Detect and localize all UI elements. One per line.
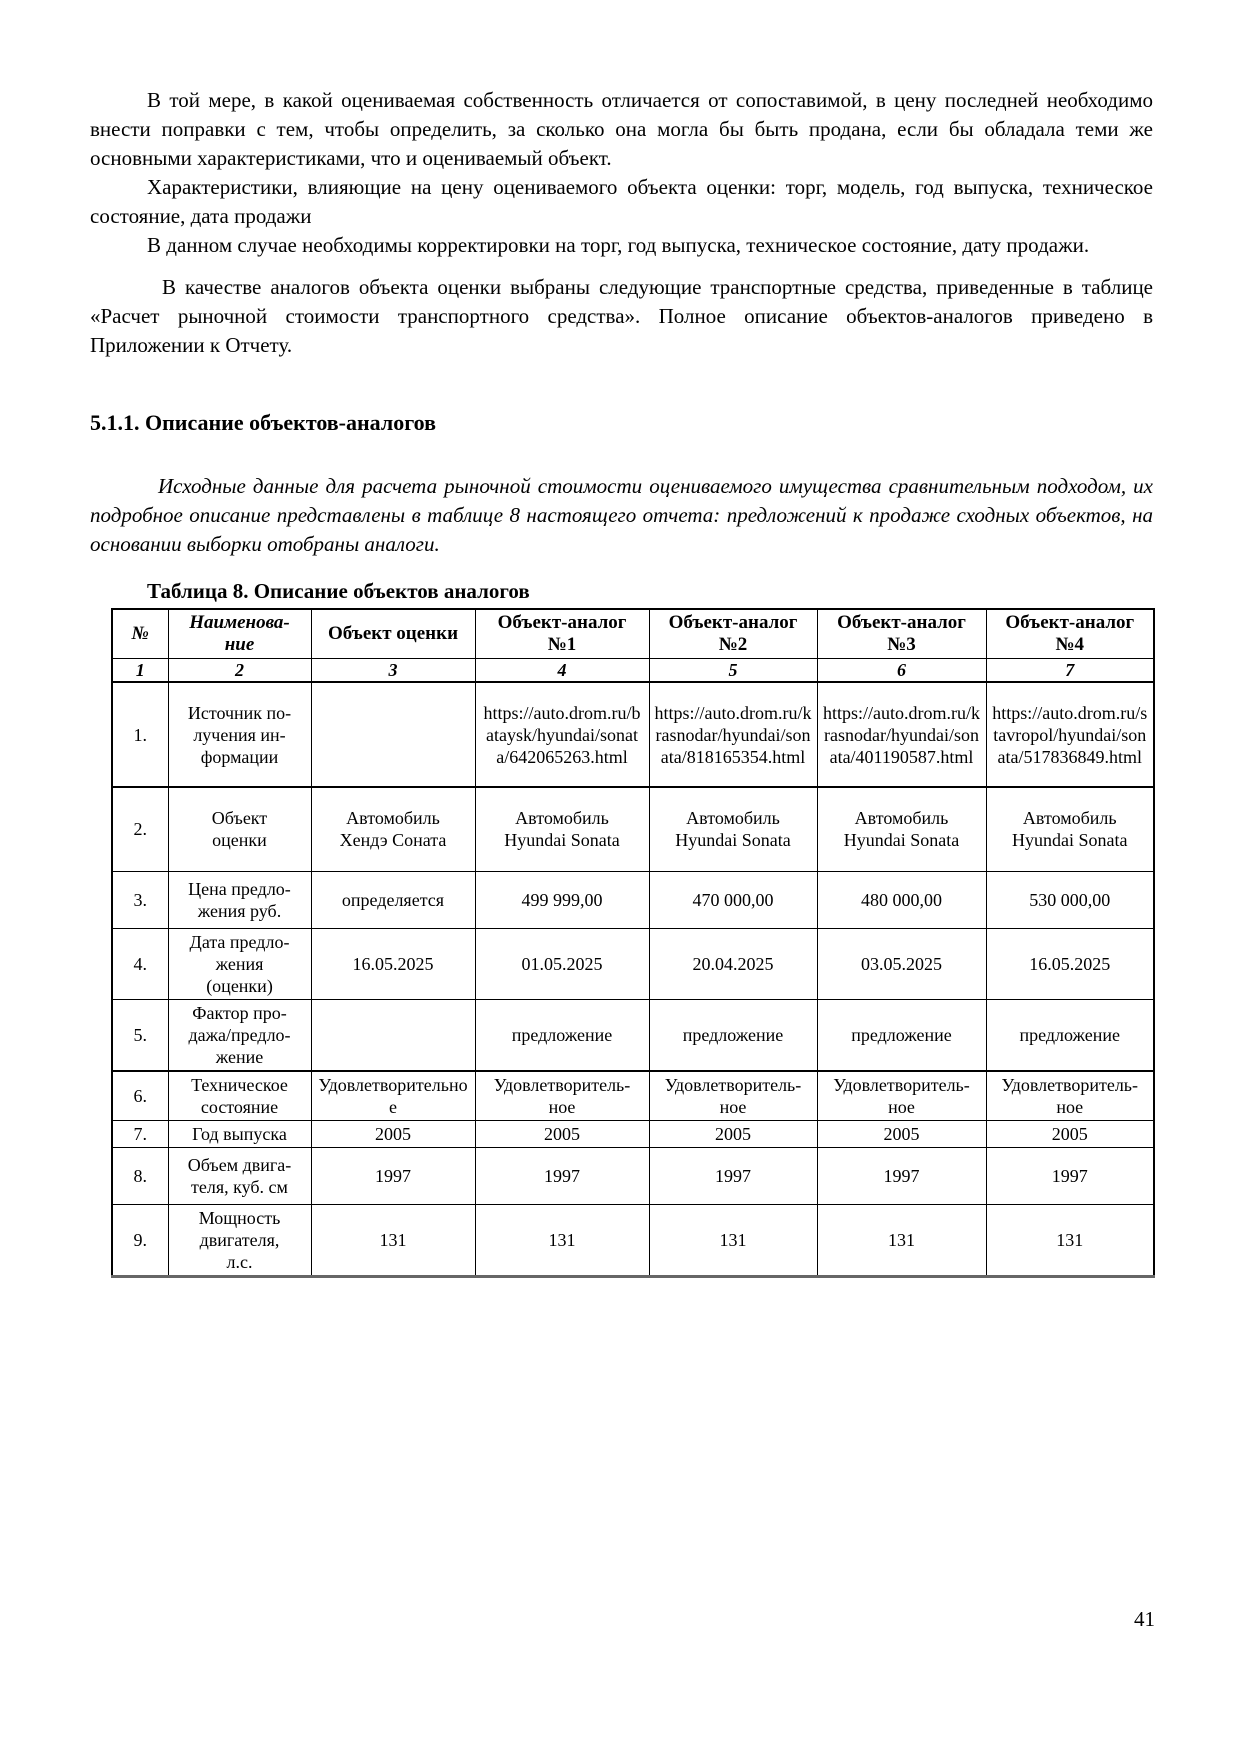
table-cell: [311, 682, 475, 787]
row-label: Мощность двигателя, л.с.: [168, 1205, 311, 1277]
table-cell: 2005: [311, 1121, 475, 1148]
table-cell: Автомобиль Хендэ Соната: [311, 787, 475, 871]
row-label: Объект оценки: [168, 787, 311, 871]
column-number: 5: [649, 659, 817, 683]
table-cell: 131: [649, 1205, 817, 1277]
table-cell: Удовлетворитель- ное: [986, 1071, 1154, 1121]
analog-3-url: https://auto.drom.ru/krasnodar/hyundai/sonata/401190587.html: [817, 682, 986, 787]
table-cell: 03.05.2025: [817, 928, 986, 999]
table-cell: 16.05.2025: [986, 928, 1154, 999]
table-cell: 1997: [649, 1148, 817, 1205]
row-number: 7.: [112, 1121, 168, 1148]
table-cell: 131: [475, 1205, 649, 1277]
row-number: 6.: [112, 1071, 168, 1121]
table-cell: определяется: [311, 871, 475, 928]
analog-2-url: https://auto.drom.ru/krasnodar/hyundai/sonata/818165354.html: [649, 682, 817, 787]
table-row-source: [112, 682, 1154, 787]
table-cell: 2005: [817, 1121, 986, 1148]
table-cell: [311, 999, 475, 1071]
table-cell: 1997: [817, 1148, 986, 1205]
paragraph-analog-selection: В качестве аналогов объекта оценки выбраны следующие транспортные средства, приведенные в таблице «Расчет рыночной стоимости транспортного средства». Полное описание объектов-аналогов приведено в Приложении к Отчету.: [90, 275, 1153, 357]
table-cell: 131: [311, 1205, 475, 1277]
table-cell: Автомобиль Hyundai Sonata: [986, 787, 1154, 871]
paragraph-adjustments: В той мере, в какой оцениваемая собственность отличается от сопоставимой, в цену последней необходимо внести поправки с тем, чтобы определить, за сколько она могла бы быть продана, если бы обладала теми же основными характеристиками, что и оцениваемый объект.: [90, 88, 1153, 170]
table-row-year: [112, 1121, 1154, 1148]
section-heading-5-1-1: 5.1.1. Описание объектов-аналогов: [90, 410, 436, 435]
table-header-row: [112, 609, 1154, 659]
column-header-analog-2: Объект-аналог №2: [649, 609, 817, 659]
analog-4-url: https://auto.drom.ru/stavropol/hyundai/sonata/517836849.html: [986, 682, 1154, 787]
table-cell: предложение: [475, 999, 649, 1071]
table-cell: 16.05.2025: [311, 928, 475, 999]
table-cell: предложение: [986, 999, 1154, 1071]
table-cell: 2005: [986, 1121, 1154, 1148]
row-number: 9.: [112, 1205, 168, 1277]
table-cell: Удовлетворитель- ное: [475, 1071, 649, 1121]
table-row-price: [112, 871, 1154, 928]
row-number: 2.: [112, 787, 168, 871]
column-header-analog-1: Объект-аналог №1: [475, 609, 649, 659]
table-cell: 1997: [311, 1148, 475, 1205]
table-row-date: [112, 928, 1154, 999]
row-label: Объем двига- теля, куб. см: [168, 1148, 311, 1205]
column-number: 1: [112, 659, 168, 683]
table-row-sale-factor: [112, 999, 1154, 1071]
row-number: 5.: [112, 999, 168, 1071]
table-cell: 1997: [475, 1148, 649, 1205]
table-cell: Удовлетворительное: [311, 1071, 475, 1121]
row-label: Цена предло- жения руб.: [168, 871, 311, 928]
column-number: 4: [475, 659, 649, 683]
table-cell: 499 999,00: [475, 871, 649, 928]
analogs-comparison-table: [111, 608, 1155, 1278]
table-cell: Удовлетворитель- ное: [649, 1071, 817, 1121]
column-header-analog-3: Объект-аналог №3: [817, 609, 986, 659]
row-number: 4.: [112, 928, 168, 999]
table-cell: 2005: [649, 1121, 817, 1148]
table-cell: Автомобиль Hyundai Sonata: [649, 787, 817, 871]
paragraph-source-data-note: Исходные данные для расчета рыночной стоимости оцениваемого имущества сравнительным подходом, их подробное описание представлены в таблице 8 настоящего отчета: предложений к продаже сходных объектов, на основании выборки отобраны аналоги.: [90, 474, 1153, 556]
table-cell: предложение: [817, 999, 986, 1071]
row-number: 1.: [112, 682, 168, 787]
table-row-condition: [112, 1071, 1154, 1121]
row-label: Фактор про- дажа/предло- жение: [168, 999, 311, 1071]
paragraph-corrections: В данном случае необходимы корректировки на торг, год выпуска, техническое состояние, дату продажи.: [147, 233, 1090, 257]
row-label: Год выпуска: [168, 1121, 311, 1148]
paragraph-characteristics: Характеристики, влияющие на цену оцениваемого объекта оценки: торг, модель, год выпуска, техническое состояние, дата продажи: [90, 175, 1153, 228]
row-label: Дата предло- жения (оценки): [168, 928, 311, 999]
page-number: 41: [1134, 1607, 1155, 1631]
row-number: 3.: [112, 871, 168, 928]
column-number: 3: [311, 659, 475, 683]
table-cell: Автомобиль Hyundai Sonata: [817, 787, 986, 871]
column-header-name: Наименова- ние: [168, 609, 311, 659]
row-number: 8.: [112, 1148, 168, 1205]
analog-1-url: https://auto.drom.ru/bataysk/hyundai/sonata/642065263.html: [475, 682, 649, 787]
table-cell: 01.05.2025: [475, 928, 649, 999]
column-number: 6: [817, 659, 986, 683]
table-cell: 1997: [986, 1148, 1154, 1205]
table-cell: Автомобиль Hyundai Sonata: [475, 787, 649, 871]
table-cell: 470 000,00: [649, 871, 817, 928]
table-cell: 2005: [475, 1121, 649, 1148]
column-header-analog-4: Объект-аналог №4: [986, 609, 1154, 659]
column-header-number: №: [112, 609, 168, 659]
row-label: Источник по- лучения ин- формации: [168, 682, 311, 787]
table-cell: 480 000,00: [817, 871, 986, 928]
table-cell: 131: [986, 1205, 1154, 1277]
column-number: 7: [986, 659, 1154, 683]
table-column-numbers-row: [112, 659, 1154, 683]
column-header-subject: Объект оценки: [311, 609, 475, 659]
table-cell: 131: [817, 1205, 986, 1277]
table-cell: 530 000,00: [986, 871, 1154, 928]
table-caption: Таблица 8. Описание объектов аналогов: [147, 579, 530, 603]
table-cell: предложение: [649, 999, 817, 1071]
table-row-object: [112, 787, 1154, 871]
table-cell: Удовлетворитель- ное: [817, 1071, 986, 1121]
column-number: 2: [168, 659, 311, 683]
table-row-engine-volume: [112, 1148, 1154, 1205]
table-row-engine-power: [112, 1205, 1154, 1277]
row-label: Техническое состояние: [168, 1071, 311, 1121]
table-cell: 20.04.2025: [649, 928, 817, 999]
